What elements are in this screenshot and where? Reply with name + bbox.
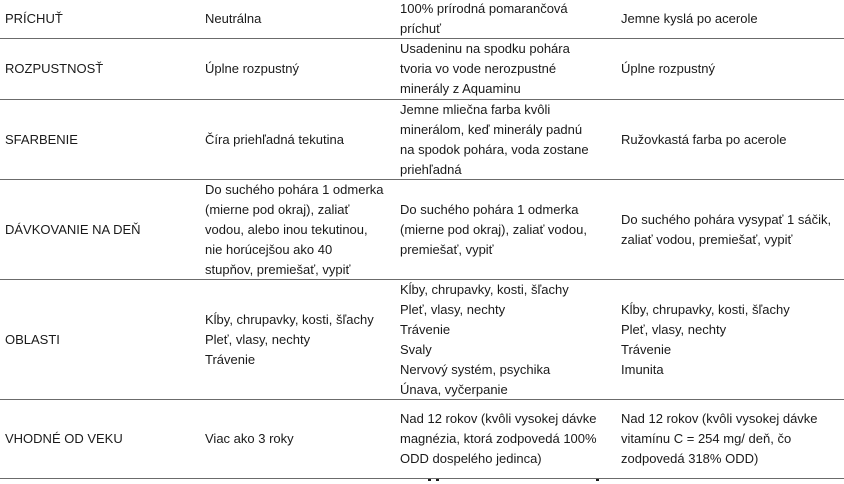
table-cell: Do suchého pohára 1 odmerka (mierne pod okraj), zaliať vodou, premiešať, vypiť xyxy=(400,201,587,257)
row-label: ROZPUSTNOSŤ xyxy=(5,61,104,76)
row-label: PRÍCHUŤ xyxy=(5,11,63,26)
table-cell: Jemne mliečna farba kvôli minerálom, keď minerály padnú na spodok pohára, voda zostane priehľadná xyxy=(400,101,589,177)
table-cell: Ružovkastá farba po acerole xyxy=(621,131,787,147)
table-cell: Úplne rozpustný xyxy=(205,61,299,76)
table-cell: Viac ako 3 roky xyxy=(205,431,294,446)
table-cell: Nad 12 rokov (kvôli vysokej dávke magnézia, ktorá zodpovedá 100% ODD dospelého jedinca) xyxy=(400,411,597,466)
cropped-text-fragment xyxy=(0,479,844,484)
table-cell: Nad 12 rokov (kvôli vysokej dávke vitamínu C = 254 mg/ deň, čo zodpovedá 318% ODD) xyxy=(621,411,818,466)
table-cell: 100% prírodná pomarančová príchuť xyxy=(400,1,568,36)
table-cell: Kĺby, chrupavky, kosti, šľachy Pleť, vlasy, nechty Trávenie xyxy=(205,311,374,367)
row-label: OBLASTI xyxy=(5,331,60,347)
row-label: DÁVKOVANIE NA DEŇ xyxy=(5,221,141,237)
table-cell: Usadeninu na spodku pohára tvoria vo vode nerozpustné minerály z Aquaminu xyxy=(400,41,570,96)
row-label: SFARBENIE xyxy=(5,131,78,147)
table-row xyxy=(0,280,844,400)
table-row xyxy=(0,400,844,479)
table-cell: Kĺby, chrupavky, kosti, šľachy Pleť, vlasy, nechty Trávenie Imunita xyxy=(621,301,790,377)
table-cell: Jemne kyslá po acerole xyxy=(621,11,758,26)
table-row xyxy=(0,39,844,100)
table-cell: Do suchého pohára 1 odmerka (mierne pod okraj), zaliať vodou, alebo inou tekutinou, nie horúcejšou ako 40 stupňov, premiešať, vypiť xyxy=(205,181,384,277)
table-cell: Do suchého pohára vysypať 1 sáčik, zaliať vodou, premiešať, vypiť xyxy=(621,211,832,247)
table-cell: Neutrálna xyxy=(205,11,262,26)
table-row xyxy=(0,0,844,39)
row-label: VHODNÉ OD VEKU xyxy=(5,431,123,446)
table-cell: Číra priehľadná tekutina xyxy=(205,131,344,147)
table-row xyxy=(0,100,844,180)
table-cell: Úplne rozpustný xyxy=(621,61,715,76)
table-row xyxy=(0,180,844,280)
table-cell: Kĺby, chrupavky, kosti, šľachy Pleť, vlasy, nechty Trávenie Svaly Nervový systém, psychika Únava, vyčerpanie xyxy=(400,281,569,397)
